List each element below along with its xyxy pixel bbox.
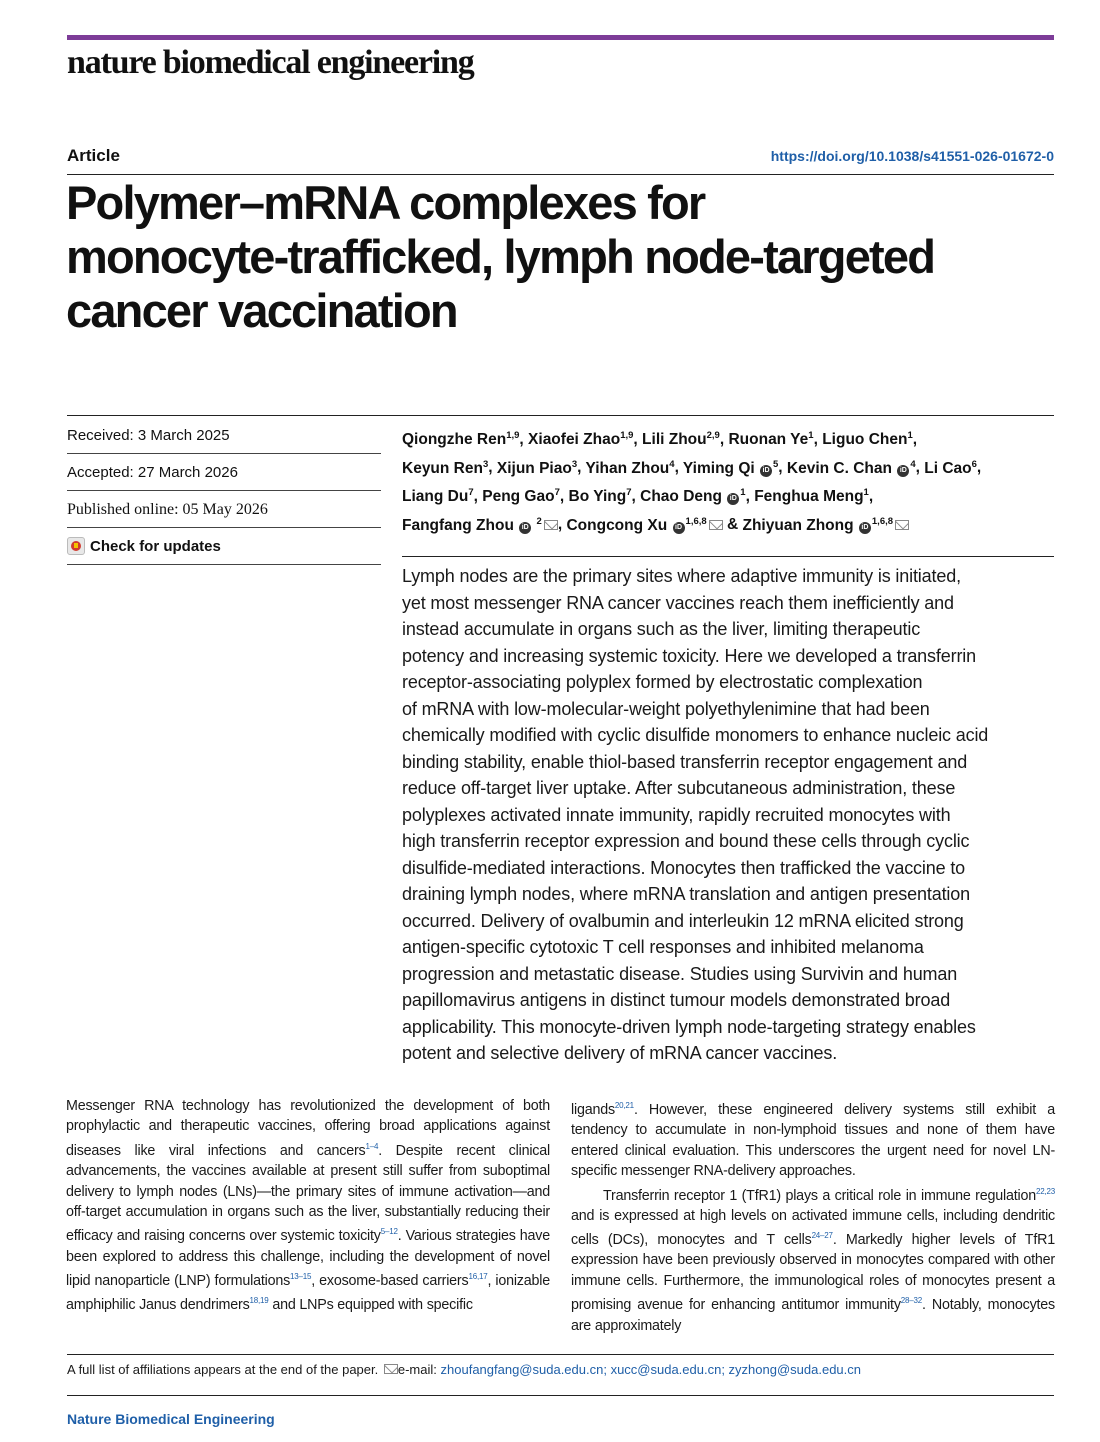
- author[interactable]: Keyun Ren$^3$: [402, 458, 489, 477]
- author[interactable]: Chao Deng $iD^1$: [640, 486, 746, 506]
- author[interactable]: Li Cao$^6$: [924, 458, 977, 477]
- author[interactable]: Bo Ying$^7$: [568, 486, 632, 506]
- citation-link[interactable]: 22,23: [1035, 1186, 1055, 1196]
- author[interactable]: Fangfang Zhou iD $^2$: [402, 517, 558, 534]
- body-column-left: [66, 1096, 550, 1316]
- email-icon: [384, 1364, 398, 1374]
- author[interactable]: Xiaofei Zhao$^{1,9}$: [528, 430, 634, 449]
- received-date: Received: 3 March 2025: [67, 417, 381, 454]
- orcid-icon[interactable]: iD: [673, 522, 685, 534]
- abstract-line: potent and selective delivery of mRNA cancer vaccines.: [402, 1043, 838, 1063]
- abstract-line: disulfide-mediated interactions. Monocytes then trafficked the vaccine to: [402, 857, 966, 878]
- abstract-line: polyplexes activated innate immunity, rapidly recruited monocytes with: [402, 804, 951, 825]
- abstract-line: instead accumulate in organs such as the liver, limiting therapeutic: [402, 619, 921, 639]
- abstract-line: binding stability, enable thiol-based transferrin receptor engagement and: [402, 751, 968, 772]
- orcid-icon[interactable]: iD: [897, 465, 909, 477]
- author[interactable]: Congcong Xu iD$^{1,6,8}$: [566, 517, 722, 534]
- accepted-date: Accepted: 27 March 2026: [67, 454, 381, 491]
- check-for-updates-label: Check for updates: [90, 537, 221, 555]
- citation-link[interactable]: 20,21: [614, 1101, 634, 1110]
- footer-journal-name[interactable]: Nature Biomedical Engineering: [67, 1411, 275, 1427]
- author[interactable]: Ruonan Ye$^1$: [728, 430, 814, 449]
- title-line: monocyte-trafficked, lymph node-targeted: [66, 230, 935, 283]
- title-line: Polymer–mRNA complexes for: [66, 176, 705, 229]
- author[interactable]: Yiming Qi $iD^5$: [682, 458, 779, 477]
- author[interactable]: Lili Zhou$^{2,9}$: [642, 430, 720, 449]
- abstract-line: high transferrin receptor expression and bound these cells through cyclic: [402, 831, 970, 851]
- citation-link[interactable]: 5–12: [380, 1227, 398, 1237]
- author-list: Qiongzhe Ren$^{1,9}$, Xiaofei Zhao$^{1,9}$, Lili Zhou$^{2,9}$, Ruonan Ye$^1$, Liguo Chen$^1$, Keyun Ren$^3$, Xijun Piao$^3$, Yihan Zhou$^4$, Yiming Qi $iD^5$, Kevin C. Chan $iD^4$, Li Cao$^6$, Liang Du$^7$, Peng Gao$^7$, Bo Ying$^7$, Chao Deng $iD^1$, Fenghua Meng$^1$, Fangfang Zhou iD $^2$ , Congcong Xu iD$^{1,6,8}$ & Zhiyuan Zhong iD$^{1,6,8}$: [402, 430, 982, 534]
- abstract-line: potency and increasing systemic toxicity. Here we developed a transferrin: [402, 645, 976, 666]
- abstract-line: reduce off-target liver uptake. After subcutaneous administration, these: [402, 778, 956, 798]
- email-icon[interactable]: [895, 520, 909, 530]
- meta-divider: [67, 415, 1054, 416]
- author[interactable]: Xijun Piao$^3$: [496, 458, 578, 477]
- abstract-line: of mRNA with low-molecular-weight polyethylenimine that had been: [402, 698, 930, 719]
- email-icon[interactable]: [544, 520, 558, 530]
- author[interactable]: Kevin C. Chan $iD^4$: [786, 458, 916, 477]
- citation-link[interactable]: 24–27: [811, 1231, 833, 1241]
- author[interactable]: Peng Gao$^7$: [482, 486, 560, 506]
- body-paragraph: Transferrin receptor 1 (TfR1) plays a critical role in immune regulation$^{22,23}$ and is expressed at high levels on activated immune cells, including dendritic cells (DCs), monocytes and T cells$^{24-27}$. Markedly higher levels of TfR1 expression have been previously observed in monocytes compared with other immune cells. Furthermore, the immunological roles of monocytes present a promising avenue for enhancing antitumor immunity$^{28-32}$. Notably, monocytes are approximately: [571, 1186, 1055, 1334]
- abstract-line: applicability. This monocyte-driven lymph node-targeting strategy enables: [402, 1016, 976, 1037]
- abstract-line: Lymph nodes are the primary sites where adaptive immunity is initiated,: [402, 566, 961, 586]
- authors-conjunction: &: [726, 516, 739, 534]
- abstract-line: yet most messenger RNA cancer vaccines reach them inefficiently and: [402, 592, 954, 613]
- abstract-line: chemically modified with cyclic disulfide monomers to enhance nucleic acid: [402, 725, 989, 745]
- body-paragraph: ligands$^{20,21}$. However, these engineered delivery systems still exhibit a tendency to accumulate in non-lymphoid tissues and none of them have entered clinical evaluation. This underscores the urgent need for novel LN-specific messenger RNA-delivery approaches.: [571, 1101, 1055, 1180]
- author[interactable]: Yihan Zhou$^4$: [585, 458, 675, 477]
- header-divider: [67, 174, 1054, 175]
- abstract-line: antigen-specific cytotoxic T cell responses and inhibited melanoma: [402, 937, 924, 957]
- check-for-updates-button[interactable]: [67, 528, 381, 565]
- article-type: Article: [67, 146, 120, 165]
- published-date: Published online: 05 May 2026: [67, 491, 381, 528]
- correspondence-emails[interactable]: zhoufangfang@suda.edu.cn; xucc@suda.edu.cn; zyzhong@suda.edu.cn: [440, 1362, 861, 1377]
- abstract-line: occurred. Delivery of ovalbumin and interleukin 12 mRNA elicited strong: [402, 910, 964, 931]
- orcid-icon[interactable]: iD: [859, 522, 871, 534]
- citation-link[interactable]: 16,17: [468, 1272, 488, 1282]
- doi-link[interactable]: https://doi.org/10.1038/s41551-026-01672-0: [770, 148, 1054, 164]
- article-title: [66, 176, 1056, 338]
- citation-link[interactable]: 18,19: [249, 1296, 269, 1306]
- author[interactable]: Zhiyuan Zhong iD$^{1,6,8}$: [743, 517, 910, 534]
- abstract: [402, 563, 1054, 1067]
- abstract-divider: [402, 556, 1054, 557]
- abstract-line: draining lymph nodes, where mRNA translation and antigen presentation: [402, 884, 970, 904]
- abstract-line: papillomavirus antigens in distinct tumour models demonstrated broad: [402, 990, 951, 1010]
- citation-link[interactable]: 28–32: [900, 1296, 923, 1306]
- article-dates: [67, 417, 381, 565]
- citation-link[interactable]: 13–15: [290, 1272, 312, 1282]
- body-paragraph: Messenger RNA technology has revolutionized the development of both prophylactic and therapeutic vaccines, offering broad applications against diseases like viral infections and cancers$^{1-4}$. Despite recent clinical advancements, the vaccines available at present still suffer from suboptimal delivery to lymph nodes (LNs)—the primary sites of immune activation—and off-target accumulation in organs such as the liver, substantially reducing their efficacy and raising concerns over systemic toxicity$^{5-12}$. Various strategies have been explored to address this challenge, including the development of novel lipid nanoparticle (LNP) formulations$^{13-15}$, exosome-based carriers$^{16,17}$, ionizable amphiphilic Janus dendrimers$^{18,19}$ and LNPs equipped with specific: [66, 1098, 550, 1314]
- header-accent-bar: [67, 35, 1054, 40]
- orcid-icon[interactable]: iD: [519, 522, 531, 534]
- citation-link[interactable]: 1–4: [365, 1141, 379, 1151]
- affiliation-footnote: A full list of affiliations appears at the end of the paper. e-mail: zhoufangfang@suda.edu.cn; xucc@suda.edu.cn; zyzhong@suda.edu.cn: [67, 1362, 861, 1377]
- title-line: cancer vaccination: [66, 284, 457, 337]
- author[interactable]: Liguo Chen$^1$: [822, 430, 913, 449]
- abstract-line: receptor-associating polyplex formed by electrostatic complexation: [402, 672, 923, 692]
- footnote-divider: [67, 1354, 1054, 1355]
- body-column-right: [571, 1096, 1055, 1336]
- orcid-icon[interactable]: iD: [727, 493, 739, 505]
- abstract-line: progression and metastatic disease. Studies using Survivin and human: [402, 963, 958, 984]
- journal-name: nature biomedical engineering: [67, 44, 474, 81]
- author[interactable]: Liang Du$^7$: [402, 486, 474, 506]
- footer-divider: [67, 1395, 1054, 1396]
- author[interactable]: Qiongzhe Ren$^{1,9}$: [402, 430, 520, 449]
- crossmark-icon: [67, 537, 85, 555]
- author[interactable]: Fenghua Meng$^1$: [754, 486, 869, 506]
- orcid-icon[interactable]: iD: [760, 465, 772, 477]
- email-icon[interactable]: [709, 520, 723, 530]
